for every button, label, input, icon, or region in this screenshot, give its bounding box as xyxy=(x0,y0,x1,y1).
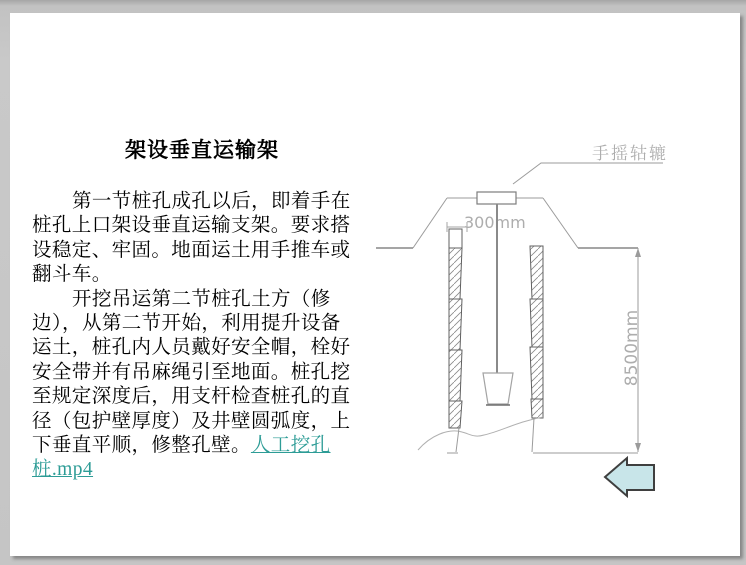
dim-300mm-label: 300mm xyxy=(464,213,526,232)
body-text-block xyxy=(32,190,372,483)
dim-8500mm-label: 8500mm xyxy=(622,309,642,387)
winch-label: 手摇轱辘 xyxy=(592,144,668,164)
text-line: 翻斗车。 xyxy=(32,264,112,286)
text-line: 桩孔上口架设垂直运输支架。要求搭 xyxy=(32,215,351,237)
text-line xyxy=(32,434,372,458)
text-line: 至规定深度后，用支杆检查桩孔的直 xyxy=(32,386,351,408)
right-casing-wall xyxy=(530,246,543,418)
winch-leader-line xyxy=(513,163,663,184)
text-line: 运土，桩孔内人员戴好安全帽，栓好 xyxy=(32,337,351,359)
text-line: 第一节桩孔成孔以后，即着手在 xyxy=(72,191,351,212)
text-line xyxy=(32,458,372,482)
left-casing-wall xyxy=(449,229,462,428)
slide-title: 架设垂直运输架 xyxy=(125,138,279,162)
break-line xyxy=(418,417,543,450)
back-arrow-button[interactable] xyxy=(605,458,654,496)
video-hyperlink-continued[interactable]: 桩.mp4 xyxy=(32,459,94,481)
slide xyxy=(10,13,740,556)
text-line: 开挖吊运第二节桩孔土方（修 xyxy=(72,288,331,310)
text-line: 边），从第二节开始，利用提升设备 xyxy=(32,312,341,334)
text-line: 设稳定、牢固。地面运土用手推车或 xyxy=(32,239,351,261)
text-span: 下垂直平顺，修整孔壁。 xyxy=(32,434,251,456)
text-line: 安全带并有吊麻绳引至地面。桩孔挖 xyxy=(32,361,351,383)
pile-hole-diagram xyxy=(370,130,680,510)
winch-drum-box xyxy=(477,192,516,204)
video-hyperlink[interactable]: 人工挖孔 xyxy=(250,434,331,456)
text-line: 径（包护壁厚度）及井壁圆弧度，上 xyxy=(32,410,351,432)
bucket xyxy=(483,373,513,405)
